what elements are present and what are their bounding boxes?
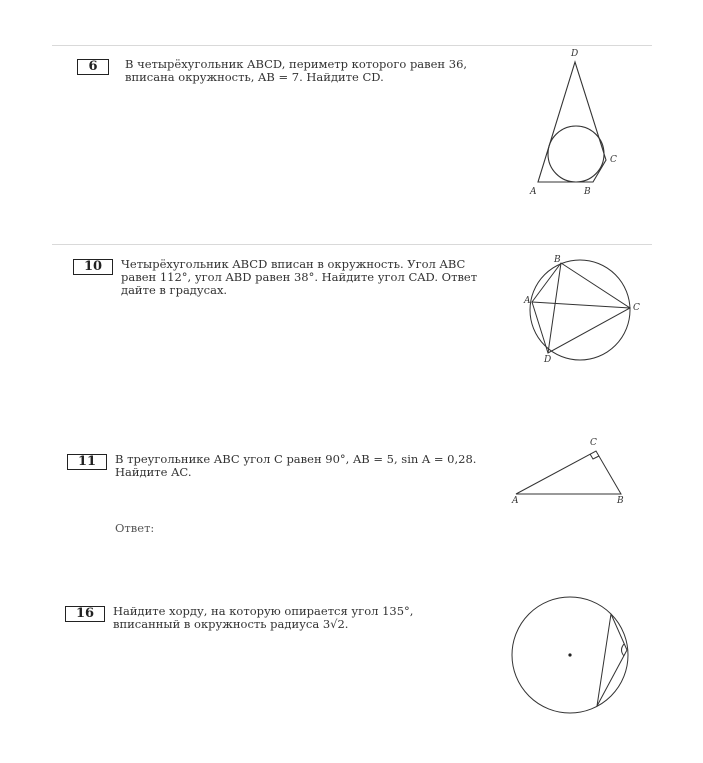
label-c: C <box>610 155 617 165</box>
problem-16-number: 16 <box>65 606 105 622</box>
answer-label: Ответ: <box>115 522 155 532</box>
side-1 <box>611 614 627 650</box>
angle-arc <box>622 644 625 656</box>
problem-10-number: 10 <box>73 259 113 275</box>
label-c: C <box>590 438 597 448</box>
label-d: D <box>544 355 552 365</box>
label-c: C <box>633 303 640 313</box>
problem-11-number: 11 <box>67 454 107 470</box>
problem-16-text: Найдите хорду, на которую опирается угол 135°, вписанный в окружность радиуса 3√2. <box>113 604 414 631</box>
label-a: A <box>530 187 537 197</box>
label-b: B <box>584 187 591 197</box>
problem-6-number: 6 <box>77 59 109 75</box>
problem-11-text: В треугольнике ABC угол C равен 90°, AB = 5, sin A = 0,28. Найдите AC. <box>115 452 477 479</box>
label-d: D <box>571 49 579 59</box>
label-b: B <box>617 496 624 506</box>
label-b: B <box>554 255 561 265</box>
label-a: A <box>512 496 519 506</box>
label-a: A <box>524 296 531 306</box>
problem-10-text: Четырёхугольник ABCD вписан в окружность. Угол ABC равен 112°, угол ABD равен 38°. Найдите угол CAD. Ответ дайте в градусах. <box>121 257 478 297</box>
problem-6-text: В четырёхугольник ABCD, периметр которого равен 36, вписана окружность, AB = 7. Найдите CD. <box>125 57 468 84</box>
circle-center <box>568 653 571 656</box>
